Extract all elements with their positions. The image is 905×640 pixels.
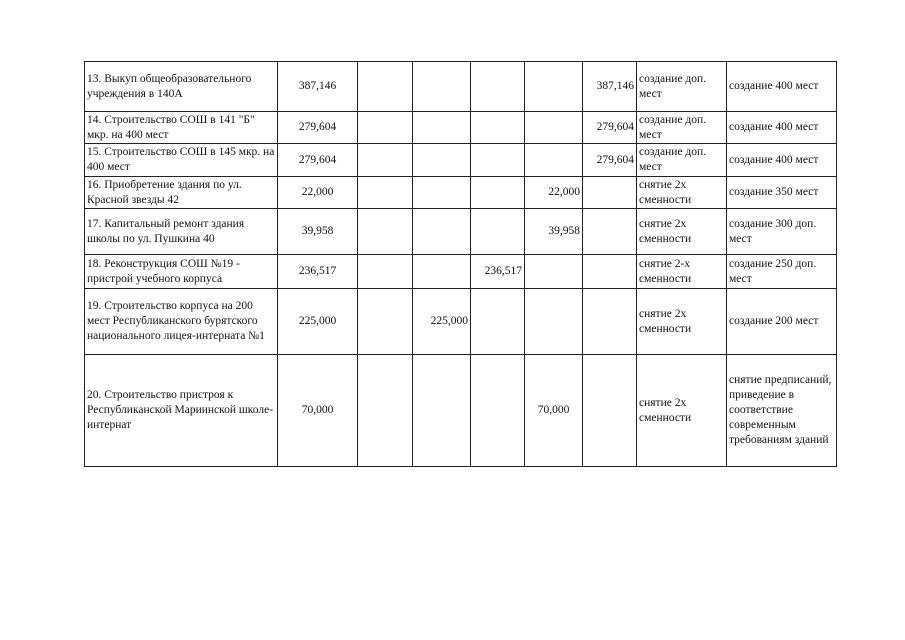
project-name-cell: 18. Реконструкция СОШ №19 - пристрой учебного корпуса <box>85 255 278 289</box>
outcome-cell: создание 400 мест <box>727 112 837 144</box>
total-cost-cell: 225,000 <box>278 289 358 355</box>
total-cost-cell: 236,517 <box>278 255 358 289</box>
year-1-cell <box>358 177 413 209</box>
year-1-cell <box>358 355 413 467</box>
year-1-cell <box>358 144 413 177</box>
year-4-cell <box>525 112 583 144</box>
year-1-cell <box>358 62 413 112</box>
year-5-cell <box>583 177 637 209</box>
project-name-cell: 19. Строительство корпуса на 200 мест Республиканского бурятского национального лицея-интерната №1 <box>85 289 278 355</box>
year-4-cell <box>525 62 583 112</box>
year-5-cell <box>583 355 637 467</box>
year-5-cell <box>583 255 637 289</box>
table-row <box>85 355 837 467</box>
year-5-cell <box>583 289 637 355</box>
result-cell: снятие 2х сменности <box>637 177 727 209</box>
table-row <box>85 177 837 209</box>
year-3-cell <box>471 177 525 209</box>
table-row <box>85 209 837 255</box>
table-row <box>85 112 837 144</box>
year-1-cell <box>358 289 413 355</box>
result-cell: создание доп. мест <box>637 144 727 177</box>
project-name-cell: 20. Строительство пристроя к Республиканской Мариинской школе-интернат <box>85 355 278 467</box>
total-cost-cell: 70,000 <box>278 355 358 467</box>
outcome-cell: создание 350 мест <box>727 177 837 209</box>
year-3-cell <box>471 62 525 112</box>
table-row <box>85 144 837 177</box>
year-4-cell: 39,958 <box>525 209 583 255</box>
year-4-cell: 70,000 <box>525 355 583 467</box>
year-4-cell: 22,000 <box>525 177 583 209</box>
result-cell: снятие 2х сменности <box>637 289 727 355</box>
year-5-cell: 279,604 <box>583 144 637 177</box>
result-cell: снятие 2х сменности <box>637 209 727 255</box>
result-cell: создание доп. мест <box>637 62 727 112</box>
year-3-cell <box>471 289 525 355</box>
year-2-cell: 225,000 <box>413 289 471 355</box>
table-row <box>85 62 837 112</box>
project-name-cell: 17. Капитальный ремонт здания школы по ул. Пушкина 40 <box>85 209 278 255</box>
table-row <box>85 255 837 289</box>
year-4-cell <box>525 289 583 355</box>
investment-table <box>84 61 837 467</box>
outcome-cell: создание 300 доп. мест <box>727 209 837 255</box>
total-cost-cell: 39,958 <box>278 209 358 255</box>
project-name-cell: 14. Строительство СОШ в 141 "Б" мкр. на 400 мест <box>85 112 278 144</box>
year-3-cell <box>471 112 525 144</box>
year-1-cell <box>358 255 413 289</box>
year-5-cell: 279,604 <box>583 112 637 144</box>
year-2-cell <box>413 355 471 467</box>
year-2-cell <box>413 177 471 209</box>
table-row <box>85 289 837 355</box>
result-cell: снятие 2-х сменности <box>637 255 727 289</box>
year-2-cell <box>413 255 471 289</box>
year-2-cell <box>413 112 471 144</box>
outcome-cell: создание 400 мест <box>727 144 837 177</box>
year-5-cell <box>583 209 637 255</box>
project-name-cell: 16. Приобретение здания по ул. Красной звезды 42 <box>85 177 278 209</box>
total-cost-cell: 22,000 <box>278 177 358 209</box>
year-3-cell: 236,517 <box>471 255 525 289</box>
year-5-cell: 387,146 <box>583 62 637 112</box>
result-cell: снятие 2х сменности <box>637 355 727 467</box>
total-cost-cell: 279,604 <box>278 144 358 177</box>
year-2-cell <box>413 144 471 177</box>
year-4-cell <box>525 255 583 289</box>
year-2-cell <box>413 209 471 255</box>
year-1-cell <box>358 209 413 255</box>
outcome-cell: создание 200 мест <box>727 289 837 355</box>
outcome-cell: создание 400 мест <box>727 62 837 112</box>
year-4-cell <box>525 144 583 177</box>
project-name-cell: 13. Выкуп общеобразовательного учреждения в 140А <box>85 62 278 112</box>
outcome-cell: снятие предписаний, приведение в соответствие современным требованиям зданий <box>727 355 837 467</box>
year-2-cell <box>413 62 471 112</box>
total-cost-cell: 279,604 <box>278 112 358 144</box>
year-1-cell <box>358 112 413 144</box>
year-3-cell <box>471 355 525 467</box>
result-cell: создание доп. мест <box>637 112 727 144</box>
project-name-cell: 15. Строительство СОШ в 145 мкр. на 400 мест <box>85 144 278 177</box>
year-3-cell <box>471 144 525 177</box>
outcome-cell: создание 250 доп. мест <box>727 255 837 289</box>
total-cost-cell: 387,146 <box>278 62 358 112</box>
year-3-cell <box>471 209 525 255</box>
